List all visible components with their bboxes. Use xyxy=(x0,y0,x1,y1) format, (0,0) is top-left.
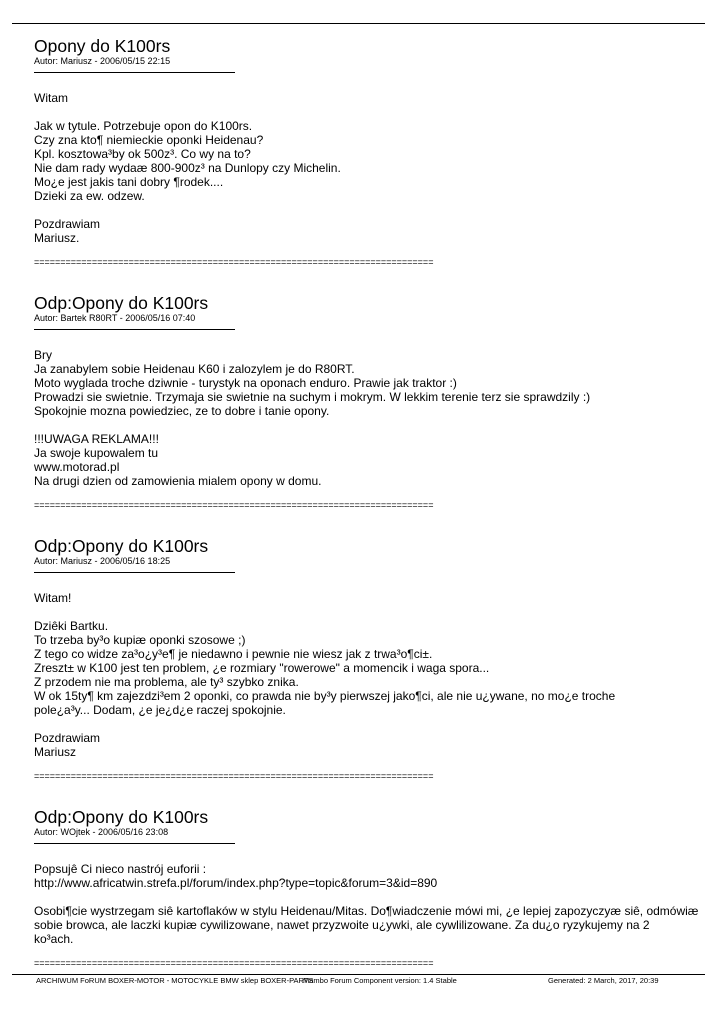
author-rule xyxy=(34,329,235,330)
author-rule xyxy=(34,72,235,73)
thread xyxy=(34,37,714,995)
post-title: Odp:Opony do K100rs xyxy=(34,536,209,556)
post xyxy=(34,294,714,510)
post-title: Opony do K100rs xyxy=(34,36,171,56)
top-rule xyxy=(12,23,705,24)
post-author: Autor: WOjtek - 2006/05/16 23:08 xyxy=(34,827,169,837)
author-rule xyxy=(34,572,235,573)
post-body: Witam! Dziêki Bartku. To trzeba by³o kupiæ oponki szosowe ;) Z tego co widze za³o¿y³e¶ je niedawno i pewnie nie wiesz jak z trwa³o¶ci±. Zreszt± w K100 jest ten problem, ¿e rozmiary "rowerowe" a momencik i waga spora... Z przodem nie ma problema, ale ty³ szybko znika. W ok 15ty¶ km zajezdzi³em 2 oponki, co prawda nie by³y pierwszej jako¶ci, ale nie u¿ywane, no mo¿e troche pole¿a³y... Dodam, ¿e je¿d¿e raczej spokojnie. Pozdrawiam Mariusz xyxy=(34,591,616,759)
footer-site-name: ARCHIWUM FoRUM BOXER-MOTOR - MOTOCYKLE BMW sklep BOXER-PARTS xyxy=(36,976,314,985)
author-rule xyxy=(34,843,235,844)
post-title: Odp:Opony do K100rs xyxy=(34,807,209,827)
post-title: Odp:Opony do K100rs xyxy=(34,293,209,313)
footer-rule xyxy=(12,974,705,975)
post xyxy=(34,37,714,267)
post-body: Witam Jak w tytule. Potrzebuje opon do K100rs. Czy zna kto¶ niemieckie oponki Heidenau? Kpl. kosztowa³by ok 500z³. Co wy na to? Nie dam rady wydaæ 800-900z³ na Dunlopy czy Michelin. Mo¿e jest jakis tani dobry ¶rodek.... Dzieki za ew. odzew. Pozdrawiam Mariusz. xyxy=(34,91,341,245)
post-body: Bry Ja zanabylem sobie Heidenau K60 i zalozylem je do R80RT. Moto wyglada troche dziwnie - turystyk na oponach enduro. Prawie jak traktor :) Prowadzi sie swietnie. Trzymaja sie swietnie na suchym i mokrym. W lekkim terenie terz sie sprawdzily :) Spokojnie mozna powiedziec, ze to dobre i tanie opony. !!!UWAGA REKLAMA!!! Ja swoje kupowalem tu www.motorad.pl Na drugi dzien od zamowienia mialem opony w domu. xyxy=(34,348,591,488)
post-author: Autor: Mariusz - 2006/05/16 18:25 xyxy=(34,556,171,566)
post-separator: ============================================================================ xyxy=(34,257,434,267)
post-separator: ============================================================================ xyxy=(34,958,434,968)
post xyxy=(34,808,714,968)
footer-component-version: Mambo Forum Component version: 1.4 Stable xyxy=(303,976,457,985)
post xyxy=(34,537,714,781)
page-footer xyxy=(36,976,705,988)
post-separator: ============================================================================ xyxy=(34,500,434,510)
footer-generated-date: Generated: 2 March, 2017, 20:39 xyxy=(548,976,659,985)
post-separator: ============================================================================ xyxy=(34,771,434,781)
post-body: Popsujê Ci nieco nastrój euforii : http://www.africatwin.strefa.pl/forum/index.php?type=topic&forum=3&id=890 Osobi¶cie wystrzegam siê kartoflaków w stylu Heidenau/Mitas. Do¶wiadczenie mówi mi, ¿e lepiej zapozyczyæ siê, odmówiæ sobie browca, ale laczki kupiæ cywilizowane, nawet przyzwoite u¿ywki, ale cywlilizowane. Za du¿o ryzykujemy na 2 ko³ach. xyxy=(34,862,699,946)
post-author: Autor: Bartek R80RT - 2006/05/16 07:40 xyxy=(34,313,196,323)
post-author: Autor: Mariusz - 2006/05/15 22:15 xyxy=(34,56,171,66)
